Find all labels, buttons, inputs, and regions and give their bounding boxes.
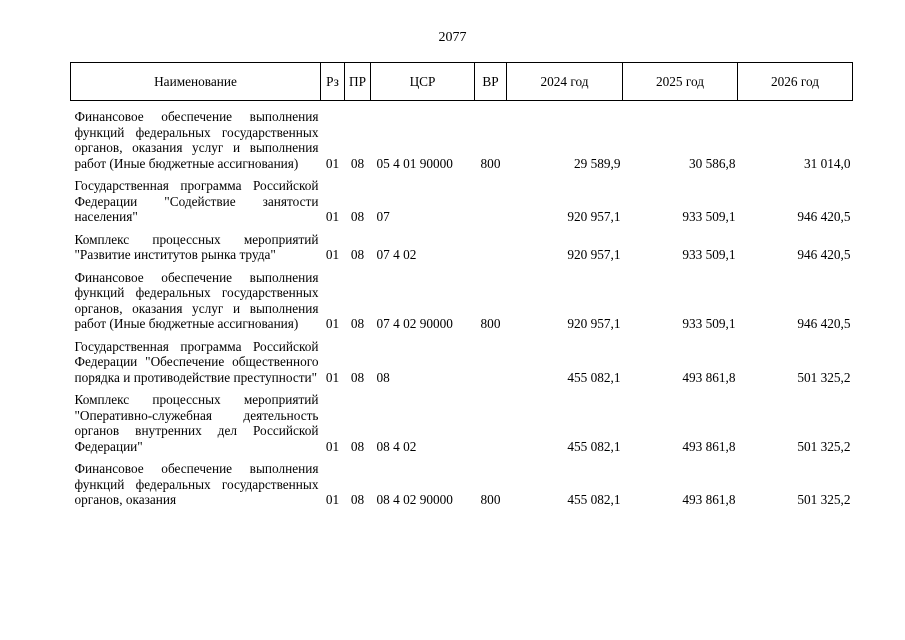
- header-2024: 2024 год: [507, 63, 623, 101]
- row-2024: 29 589,9: [573, 155, 621, 171]
- row-pr: 08: [350, 492, 365, 507]
- row-2024: 920 957,1: [567, 316, 621, 331]
- row-vr: [475, 334, 507, 388]
- row-2026: 946 420,5: [797, 209, 851, 224]
- row-csr: 08: [376, 369, 390, 385]
- row-2026: 501 325,2: [797, 369, 851, 385]
- row-vr: [475, 227, 507, 265]
- row-vr: [475, 387, 507, 456]
- row-name: Комплекс процессных мероприятий "Оперативно-служебная деятельность органов внутренних дел Российской Федерации": [74, 392, 319, 454]
- row-pr: 08: [350, 155, 365, 171]
- row-2026: 946 420,5: [797, 316, 851, 331]
- row-2024: 455 082,1: [567, 438, 621, 454]
- budget-table: [70, 62, 853, 510]
- row-2025: 933 509,1: [682, 316, 736, 331]
- table-row: [71, 334, 853, 388]
- row-csr: 07: [376, 209, 390, 224]
- row-csr: 07 4 02 90000: [376, 316, 453, 331]
- row-csr: 07 4 02: [376, 247, 417, 262]
- row-name: Государственная программа Российской Федерации "Обеспечение общественного порядка и противодействие преступности": [74, 338, 319, 385]
- row-csr: 05 4 01 90000: [376, 155, 453, 171]
- row-2025: 30 586,8: [688, 155, 736, 171]
- row-pr: 08: [350, 316, 365, 331]
- row-pr: 08: [350, 247, 365, 262]
- row-vr: [475, 173, 507, 227]
- row-2025: 933 509,1: [682, 209, 736, 224]
- row-rz: 01: [325, 369, 340, 385]
- row-name: Комплекс процессных мероприятий "Развитие институтов рынка труда": [74, 231, 319, 262]
- table-row: [71, 227, 853, 265]
- table-row: [71, 456, 853, 510]
- row-2024: 920 957,1: [567, 209, 621, 224]
- table-row: [71, 173, 853, 227]
- header-vr: ВР: [475, 63, 507, 101]
- row-2026: 946 420,5: [797, 247, 851, 262]
- row-name: Государственная программа Российской Федерации "Содействие занятости населения": [74, 178, 319, 224]
- row-rz: 01: [325, 438, 340, 454]
- row-2024: 920 957,1: [567, 247, 621, 262]
- row-2025: 493 861,8: [682, 438, 736, 454]
- row-csr: 08 4 02 90000: [376, 492, 453, 507]
- table-body: [71, 101, 853, 510]
- header-2026: 2026 год: [738, 63, 853, 101]
- header-2025: 2025 год: [623, 63, 738, 101]
- row-pr: 08: [350, 438, 365, 454]
- row-rz: 01: [325, 155, 340, 171]
- row-pr: 08: [350, 209, 365, 224]
- row-vr: 800: [480, 492, 501, 507]
- header-row: [71, 63, 853, 101]
- page-number: 2077: [438, 30, 467, 45]
- row-rz: 01: [325, 316, 340, 331]
- row-rz: 01: [325, 209, 340, 224]
- row-vr: 800: [480, 316, 501, 331]
- table-row: [71, 265, 853, 334]
- table-row: [71, 387, 853, 456]
- row-2025: 493 861,8: [682, 492, 736, 507]
- row-2026: 31 014,0: [803, 155, 851, 171]
- row-2026: 501 325,2: [797, 438, 851, 454]
- header-pr: ПР: [345, 63, 371, 101]
- row-2024: 455 082,1: [567, 492, 621, 507]
- table-row: [71, 101, 853, 174]
- row-name: Финансовое обеспечение выполнения функций федеральных государственных органов, оказания: [74, 461, 319, 507]
- header-rz: Рз: [321, 63, 345, 101]
- row-rz: 01: [325, 247, 340, 262]
- row-2024: 455 082,1: [567, 369, 621, 385]
- table-header: [71, 63, 853, 101]
- header-name: Наименование: [71, 63, 321, 101]
- row-name: Финансовое обеспечение выполнения функций федеральных государственных органов, оказания услуг и выполнения работ (Иные бюджетные ассигнования): [74, 269, 319, 331]
- row-rz: 01: [325, 492, 340, 507]
- row-2025: 493 861,8: [682, 369, 736, 385]
- row-pr: 08: [350, 369, 365, 385]
- row-2025: 933 509,1: [682, 247, 736, 262]
- row-csr: 08 4 02: [376, 438, 417, 454]
- header-csr: ЦСР: [371, 63, 475, 101]
- row-vr: 800: [480, 155, 501, 171]
- row-2026: 501 325,2: [797, 492, 851, 507]
- row-name: Финансовое обеспечение выполнения функций федеральных государственных органов, оказания услуг и выполнения работ (Иные бюджетные ассигнования): [74, 109, 319, 171]
